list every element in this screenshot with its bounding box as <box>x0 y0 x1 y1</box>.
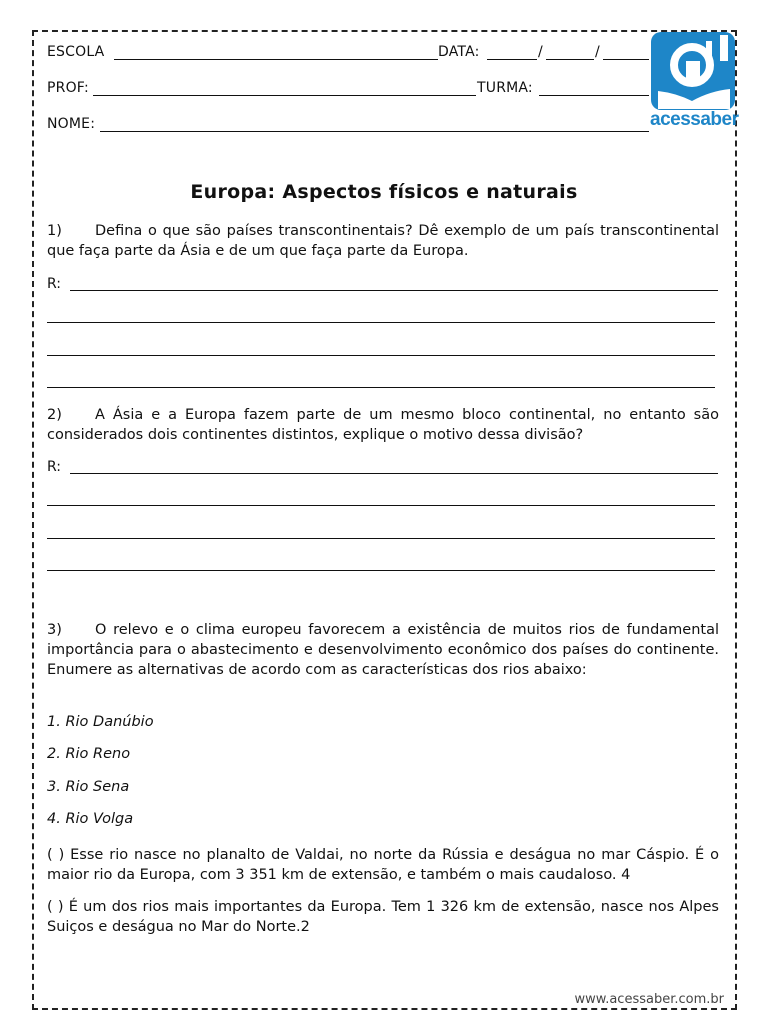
escola-field[interactable] <box>114 59 438 60</box>
data-year-field[interactable] <box>603 59 649 60</box>
turma-field[interactable] <box>539 95 649 96</box>
page-title: Europa: Aspectos físicos e naturais <box>190 181 578 203</box>
question-3-text: O relevo e o clima europeu favorecem a existência de muitos rios de fundamental importância para o abastecimento e desenvolvimento econômico dos países do continente. Enumere as alternativas de acordo com as características dos rios abaixo: <box>47 622 719 678</box>
question-2 <box>47 405 719 445</box>
turma-label: TURMA: <box>477 80 533 96</box>
answer-2-line-2[interactable] <box>47 505 715 506</box>
data-label: DATA: <box>438 44 480 60</box>
acessaber-logo <box>650 31 739 133</box>
prof-field[interactable] <box>93 95 476 96</box>
question-3 <box>47 620 719 680</box>
answer-2-line-4[interactable] <box>47 570 715 571</box>
data-day-field[interactable] <box>487 59 537 60</box>
date-slash-2: / <box>595 44 600 60</box>
option-2: ( ) É um dos rios mais importantes da Europa. Tem 1 326 km de extensão, nasce nos Alpes Suiços e deságua no Mar do Norte.2 <box>47 899 719 935</box>
river-item-3: 3. Rio Sena <box>47 779 130 795</box>
question-1-number: 1) <box>47 223 62 239</box>
footer-url: www.acessaber.com.br <box>574 992 724 1007</box>
option-1: ( ) Esse rio nasce no planalto de Valdai, no norte da Rússia e deságua no mar Cáspio. É o maior rio da Europa, com 3 351 km de extensão, e também o mais caudaloso. 4 <box>47 847 719 883</box>
answer-2-line-3[interactable] <box>47 538 715 539</box>
answer-2-label: R: <box>47 459 62 475</box>
question-2-number: 2) <box>47 407 62 423</box>
answer-1-line-1[interactable] <box>70 290 718 291</box>
question-1-text: Defina o que são países transcontinentais? Dê exemplo de um país transcontinental que faça parte da Ásia e de um que faça parte da Europa. <box>47 223 719 259</box>
escola-label: ESCOLA <box>47 44 105 60</box>
river-item-2: 2. Rio Reno <box>47 746 131 762</box>
question-1 <box>47 221 719 261</box>
nome-field[interactable] <box>100 131 649 132</box>
answer-1-label: R: <box>47 276 62 292</box>
question-3-number: 3) <box>47 622 62 638</box>
data-month-field[interactable] <box>546 59 594 60</box>
river-item-1: 1. Rio Danúbio <box>47 714 154 730</box>
date-slash-1: / <box>538 44 543 60</box>
answer-1-line-4[interactable] <box>47 387 715 388</box>
prof-label: PROF: <box>47 80 89 96</box>
question-2-text: A Ásia e a Europa fazem parte de um mesmo bloco continental, no entanto são considerados dois continentes distintos, explique o motivo dessa divisão? <box>47 407 719 443</box>
answer-1-line-2[interactable] <box>47 322 715 323</box>
river-item-4: 4. Rio Volga <box>47 811 134 827</box>
nome-label: NOME: <box>47 116 96 132</box>
logo-text: acessaber <box>650 109 739 130</box>
answer-1-line-3[interactable] <box>47 355 715 356</box>
answer-2-line-1[interactable] <box>70 473 718 474</box>
